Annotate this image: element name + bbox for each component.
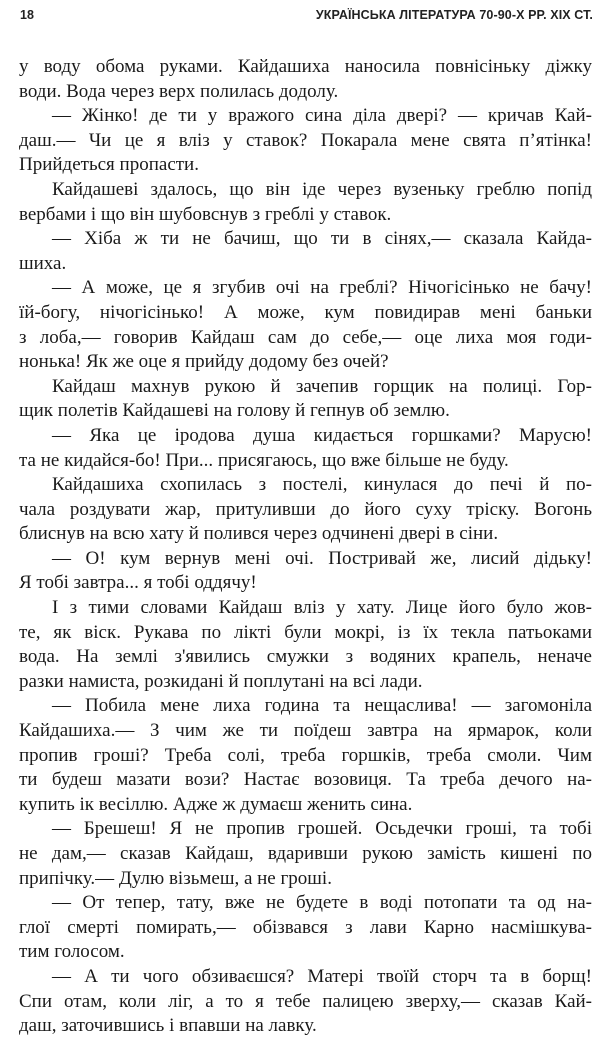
text-line: Кайдашиха схопилась з постелі, кинулася до печі й по- [52,474,592,496]
text-line: — От тепер, тату, вже не будете в воді потопати та од на- [52,892,592,914]
paragraph [19,965,592,1039]
text-line: нонька! Як же оце я прийду додому без очей? [19,351,389,373]
text-line: даш, заточившись і впавши на лавку. [19,1015,317,1037]
text-line: Я тобі завтра... я тобі оддячу! [19,572,257,594]
text-line: води. Вода через верх полилась додолу. [19,80,339,102]
text-line: Кайдашеві здалось, що він іде через вузеньку греблю попід [52,178,592,200]
text-line: — Яка це іродова душа кидається горшками? Марусю! [52,424,592,446]
text-line: пропив гроші? Треба солі, треба горшків, треба смоли. Чим [19,744,592,766]
text-line: ти будеш мазати вози? Настає возовиця. Та треба дечого на- [19,769,592,791]
text-line: даш.— Чи це я вліз у ставок? Покарала мене свята п’ятінка! [19,129,592,151]
paragraph [19,817,592,891]
text-line: у воду обома руками. Кайдашиха наносила повнісіньку діжку [19,56,592,77]
text-line: щик полетів Кайдашеві на голову й гепнув об землю. [19,400,450,422]
paragraph [19,473,592,547]
text-line: шиха. [19,252,67,274]
paragraph [19,694,592,817]
text-line: з лоба,— говорив Кайдаш сам до себе,— оце лиха моя годи- [19,326,592,348]
page-number: 18 [20,8,34,22]
text-line: вода. На землі з'явились смужки з водяних крапель, неначе [19,646,592,668]
paragraph [19,55,592,104]
text-line: глої смерті помирать,— обізвався з лави Карно насмішкува- [19,916,592,938]
text-line: Прийдеться пропасти. [19,154,199,176]
page-header [20,8,593,28]
text-line: Кайдаш махнув рукою й зачепив горщик на полиці. Гор- [52,375,592,397]
text-line: не дам,— сказав Кайдаш, вдаривши рукою замість кишені по [19,843,592,864]
text-line: та не кидайся-бо! При... присягаюсь, що вже більше не буду. [19,449,509,471]
text-line: — Хіба ж ти не бачиш, що ти в сінях,— сказала Кайда- [52,228,592,250]
paragraph [19,547,592,596]
text-line: припічку.— Дулю візьмеш, а не гроші. [19,867,332,889]
paragraph [19,178,592,227]
running-title: УКРАЇНСЬКА ЛІТЕРАТУРА 70-90-Х РР. XIX СТ. [315,8,593,22]
text-line: — А може, це я згубив очі на греблі? Нічогісінько не бачу! [52,277,592,299]
text-line: разки намиста, розкидані й поплутані на всі лади. [19,670,423,692]
text-line: — А ти чого обзиваєшся? Матері твоїй сторч та в борщ! [52,965,592,987]
text-line: купить ік весіллю. Адже ж думаєш женить сина. [19,793,413,815]
paragraph [19,104,592,178]
text-line: — Жінко! де ти у вражого сина діла двері? — кричав Кай- [52,105,592,127]
text-line: — О! кум вернув мені очі. Постривай же, лисий дідьку! [52,547,592,569]
text-line: чала роздувати жар, притуливши до його суху тріску. Вогонь [19,498,592,520]
text-line: їй-богу, нічогісінько! А може, кум повидирав мені баньки [19,301,592,323]
body-text [19,55,592,1039]
paragraph [19,227,592,276]
paragraph [19,375,592,424]
paragraph [19,891,592,965]
text-line: — Побила мене лиха година та нещаслива! — загомоніла [52,695,592,717]
text-line: тим голосом. [19,941,125,963]
text-line: І з тими словами Кайдаш вліз у хату. Лице його було жов- [52,597,592,619]
text-line: вербами і що він шубовснув з греблі у ставок. [19,203,392,225]
text-line: те, як віск. Рукава по лікті були мокрі, із їх текла патьоками [19,621,592,643]
text-line: Кайдашиха.— З чим же ти поїдеш завтра на ярмарок, коли [19,720,592,742]
paragraph [19,424,592,473]
text-line: — Брешеш! Я не пропив грошей. Осьдечки гроші, та тобі [52,818,592,840]
paragraph [19,596,592,694]
text-line: блиснув на всю хату й полився через одчинені двері в сіни. [19,523,499,545]
paragraph [19,276,592,374]
text-line: Спи отам, коли ліг, а то я тебе палицею зверху,— сказав Кай- [19,990,592,1012]
